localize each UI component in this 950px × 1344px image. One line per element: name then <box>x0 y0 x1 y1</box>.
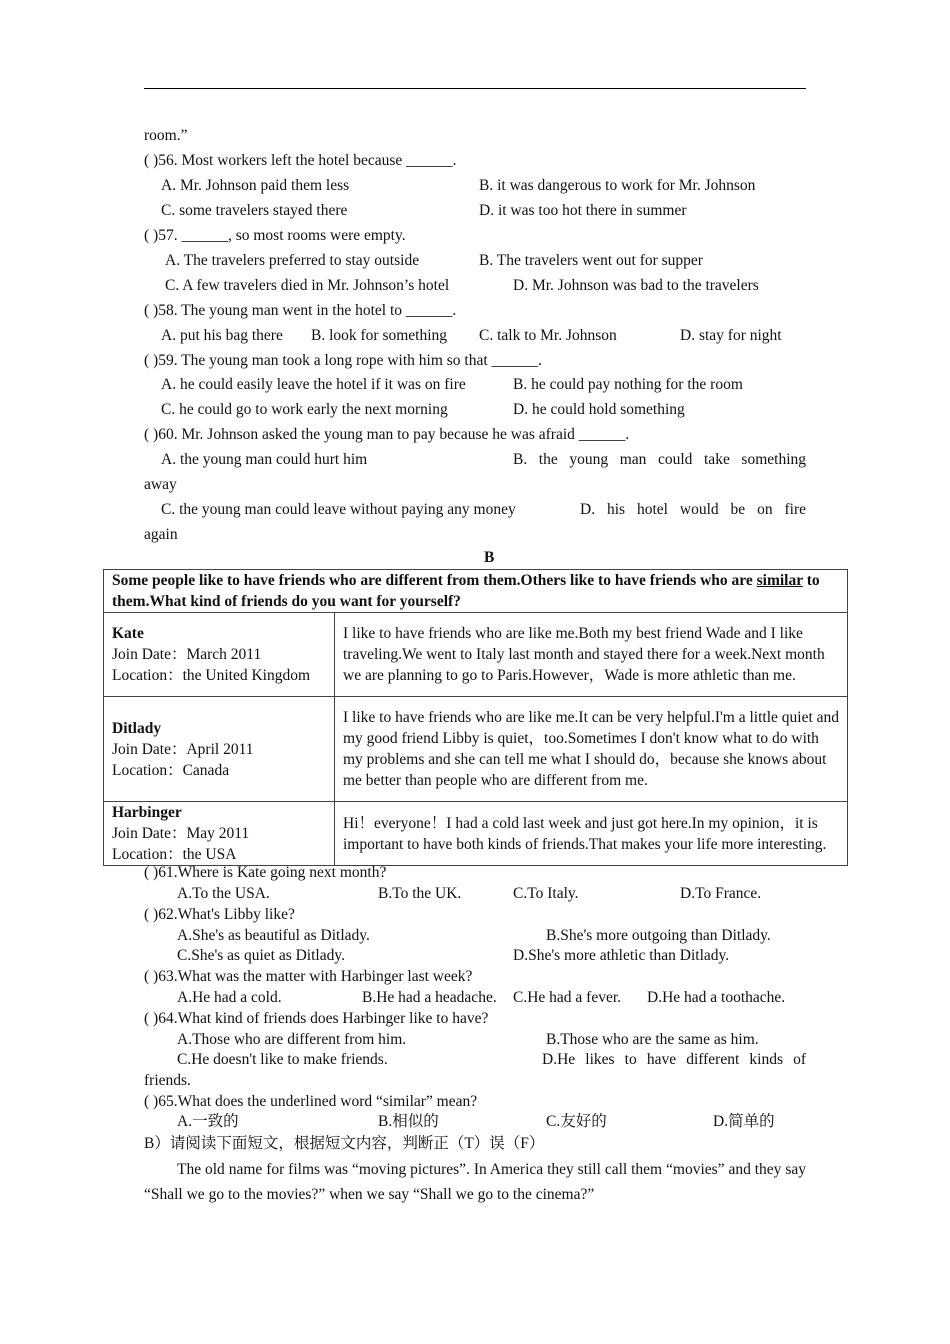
underlined-word-similar: similar <box>756 572 803 589</box>
part-b-instruction: B）请阅读下面短文，根据短文内容，判断正（T）误（F） <box>144 1135 545 1152</box>
reading-paragraph: The old name for films was “moving pictures”. In America they still call them “movies” and they say “Shall we go to the movies?” when we say “Shall we go to the cinema?” <box>144 1161 806 1203</box>
post-text: I like to have friends who are like me.It can be very helpful.I'm a little quiet and my good friend Libby is quiet，too.Sometimes I don't know what to do with my problems and she can tell me what I should do，because she knows about me better than people who are different from me. <box>335 697 848 802</box>
q58-option-b: B. look for something <box>311 327 448 344</box>
profile-name: Kate <box>112 625 144 642</box>
profile-join-date: Join Date：March 2011 <box>112 646 262 663</box>
q63-option-b: B.He had a headache. <box>362 989 497 1006</box>
q64-option-a: A.Those who are different from him. <box>177 1031 407 1048</box>
table-row <box>104 613 848 697</box>
q61-option-a: A.To the USA. <box>177 885 270 902</box>
question-58-stem: ( )58. The young man went in the hotel to ______. <box>144 302 457 319</box>
q64-option-d: D.He likes to have different kinds of <box>542 1051 806 1068</box>
header-text: Some people like to have friends who are different from them.Others like to have friends who are <box>112 572 757 589</box>
q64-option-b: B.Those who are the same as him. <box>546 1031 759 1048</box>
q60-option-d: D. his hotel would be on fire <box>580 501 806 518</box>
q58-option-a: A. put his bag there <box>161 327 283 344</box>
q56-option-c: C. some travelers stayed there <box>161 202 348 219</box>
post-text: Hi！everyone！I had a cold last week and just got here.In my opinion，it is important to have both kinds of friends.That makes your life more interesting. <box>335 802 848 866</box>
q60-option-a: A. the young man could hurt him <box>161 451 368 468</box>
profile-cell <box>104 697 335 802</box>
question-65-stem: ( )65.What does the underlined word “similar” mean? <box>144 1093 478 1110</box>
question-59-stem: ( )59. The young man took a long rope with him so that ______. <box>144 352 542 369</box>
header-text-end: to them.What kind of friends do you want for yourself? <box>112 572 820 610</box>
q56-option-a: A. Mr. Johnson paid them less <box>161 177 350 194</box>
question-57-stem: ( )57. ______, so most rooms were empty. <box>144 227 406 244</box>
q57-option-b: B. The travelers went out for supper <box>479 252 703 269</box>
q56-option-b: B. it was dangerous to work for Mr. Johnson <box>479 177 756 194</box>
q62-option-d: D.She's more athletic than Ditlady. <box>513 947 730 964</box>
table-row <box>104 802 848 866</box>
question-56-stem: ( )56. Most workers left the hotel because ______. <box>144 152 457 169</box>
q60-option-b-wrap: away <box>144 476 177 493</box>
q57-option-c: C. A few travelers died in Mr. Johnson’s hotel <box>165 277 450 294</box>
table-header-row <box>104 570 848 613</box>
question-61-stem: ( )61.Where is Kate going next month? <box>144 864 387 881</box>
question-63-stem: ( )63.What was the matter with Harbinger last week? <box>144 968 473 985</box>
q63-option-c: C.He had a fever. <box>513 989 622 1006</box>
q61-option-b: B.To the UK. <box>378 885 462 902</box>
q61-option-d: D.To France. <box>680 885 762 902</box>
q59-option-c: C. he could go to work early the next morning <box>161 401 448 418</box>
table-header-cell <box>104 570 848 613</box>
q58-option-d: D. stay for night <box>680 327 782 344</box>
profile-join-date: Join Date：April 2011 <box>112 740 254 758</box>
profile-join-date: Join Date：May 2011 <box>112 825 250 842</box>
friends-table <box>103 569 848 866</box>
profile-location: Location：the United Kingdom <box>112 667 311 684</box>
q65-option-d: D.简单的 <box>713 1113 775 1130</box>
q62-option-a: A.She's as beautiful as Ditlady. <box>177 927 370 944</box>
q62-option-c: C.She's as quiet as Ditlady. <box>177 947 345 964</box>
q57-option-d: D. Mr. Johnson was bad to the travelers <box>513 277 759 294</box>
q57-option-a: A. The travelers preferred to stay outside <box>165 252 420 269</box>
question-62-stem: ( )62.What's Libby like? <box>144 906 295 923</box>
q62-option-b: B.She's more outgoing than Ditlady. <box>546 927 771 944</box>
q63-option-d: D.He had a toothache. <box>647 989 786 1006</box>
profile-cell <box>104 802 335 866</box>
q59-option-a: A. he could easily leave the hotel if it was on fire <box>161 376 466 393</box>
q59-option-d: D. he could hold something <box>513 401 685 418</box>
section-b-title: B <box>484 549 495 566</box>
q64-option-d-wrap: friends. <box>144 1072 191 1089</box>
profile-location: Location：the USA <box>112 846 237 863</box>
question-64-stem: ( )64.What kind of friends does Harbinger like to have? <box>144 1010 489 1027</box>
post-text: I like to have friends who are like me.Both my best friend Wade and I like traveling.We went to Italy last month and stayed there for a week.Next month we are planning to go to Paris.However，Wade is more athletic than me. <box>335 613 848 697</box>
q65-option-a: A.一致的 <box>177 1113 239 1130</box>
continuation-text: room.” <box>144 127 188 144</box>
q60-option-c: C. the young man could leave without paying any money <box>161 501 516 518</box>
q61-option-c: C.To Italy. <box>513 885 579 902</box>
profile-location: Location：Canada <box>112 761 230 779</box>
table-row <box>104 697 848 802</box>
q64-option-c: C.He doesn't like to make friends. <box>177 1051 388 1068</box>
q58-option-c: C. talk to Mr. Johnson <box>479 327 617 344</box>
profile-name: Ditlady <box>112 719 162 737</box>
header-rule <box>144 88 806 89</box>
q56-option-d: D. it was too hot there in summer <box>479 202 687 219</box>
q60-option-d-wrap: again <box>144 526 178 543</box>
question-60-stem: ( )60. Mr. Johnson asked the young man to pay because he was afraid ______. <box>144 426 630 443</box>
q65-option-c: C.友好的 <box>546 1113 607 1130</box>
q59-option-b: B. he could pay nothing for the room <box>513 376 743 393</box>
profile-cell <box>104 613 335 697</box>
q60-option-b: B. the young man could take something <box>513 451 806 468</box>
profile-name: Harbinger <box>112 804 182 821</box>
q63-option-a: A.He had a cold. <box>177 989 282 1006</box>
q65-option-b: B.相似的 <box>378 1113 439 1130</box>
